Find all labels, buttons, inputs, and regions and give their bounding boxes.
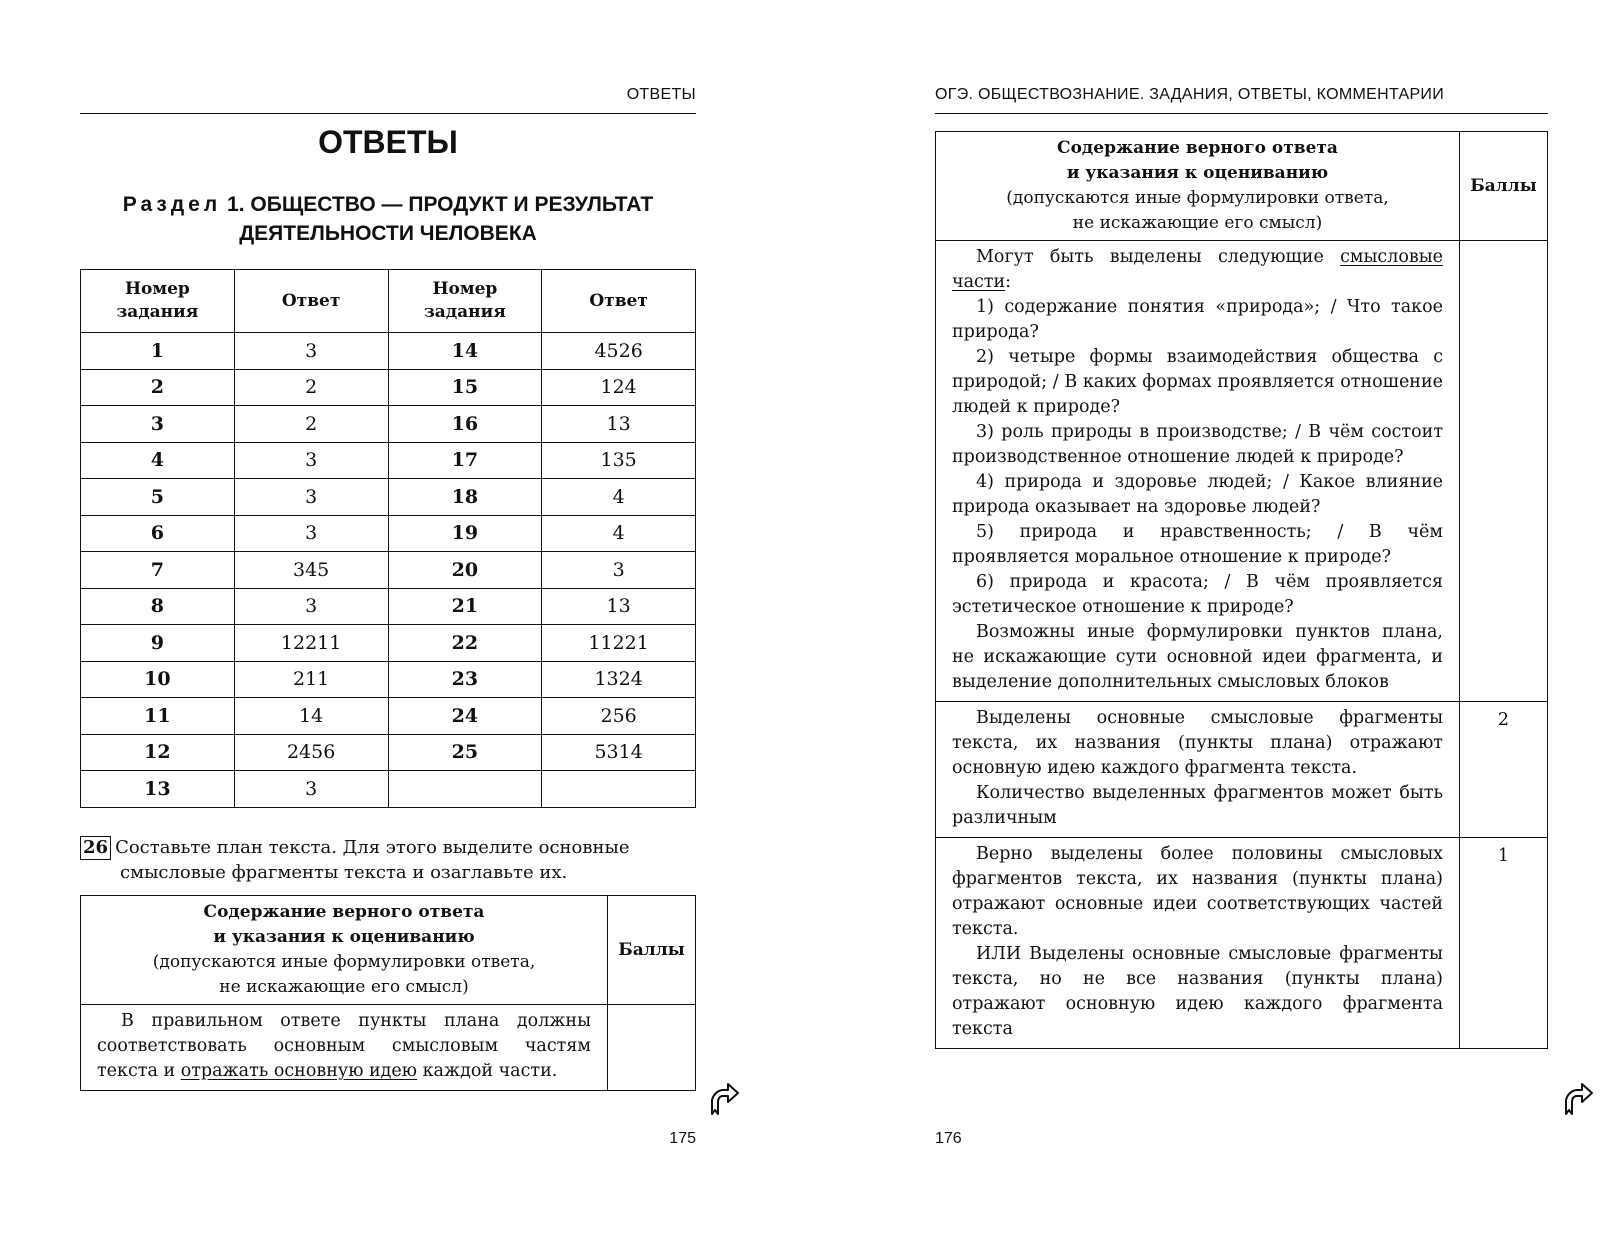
criteria-table [80,895,696,1091]
task-number-cell: 19 [388,515,542,552]
page-title: ОТВЕТЫ [318,124,458,160]
section-heading-line1 [80,190,696,219]
plan-item-6: 6) природа и красота; / В чём проявляется эстетическое отношение к природе? [952,572,1443,617]
criteria-row-content [936,241,1460,702]
plan-note: Возможны иные формулировки пунктов плана, не искажающие сути основной идеи фрагмента, и выделение дополнительных смысловых блоков [952,622,1443,692]
criteria-row-points [1460,241,1548,702]
criteria-header-title-1: Содержание верного ответа [203,902,485,922]
criteria-header-note-1: (допускаются иные формулировки ответа, [152,952,536,972]
answer-cell: 13 [542,588,696,625]
answer-cell: 11221 [542,625,696,662]
task-number-cell: 13 [81,771,235,808]
header-rule [935,113,1548,114]
criteria-paragraph: Верно выделены более половины смысловых фрагментов текста, их названия (пункты плана) отражают основные идеи соответствующих частей текста. [952,844,1443,939]
task-number-cell: 23 [388,661,542,698]
task-number-cell: 12 [81,734,235,771]
header-answer: Ответ [234,270,388,333]
page-turn-arrow-icon[interactable] [708,1080,742,1116]
criteria-header [936,132,1548,241]
criteria-row-points [608,1005,696,1091]
plan-item-3: 3) роль природы в производстве; / В чём состоит производственное отношение людей к природе? [952,422,1443,467]
criteria-row-2-points [936,702,1548,838]
criteria-row-points: 2 [1460,702,1548,838]
section-heading [80,190,696,248]
answer-cell: 4 [542,515,696,552]
table-row [81,734,696,771]
task-number-cell: 24 [388,698,542,735]
table-row [81,771,696,808]
criteria-header-title-2: и указания к оцениванию [213,927,475,947]
criteria-paragraph: Выделены основные смысловые фрагменты текста, их названия (пункты плана) отражают основную идею каждого фрагмента текста. [952,708,1443,778]
answer-cell: 3 [234,771,388,808]
plan-item-4: 4) природа и здоровье людей; / Какое влияние природа оказывает на здоровье людей? [952,472,1443,517]
running-head: ОГЭ. ОБЩЕСТВОЗНАНИЕ. ЗАДАНИЯ, ОТВЕТЫ, КОММЕНТАРИИ [935,86,1445,103]
task-number-cell: 17 [388,442,542,479]
task-number-cell: 11 [81,698,235,735]
criteria-table [935,131,1548,1049]
answer-cell [542,771,696,808]
answer-cell: 3 [234,333,388,370]
plan-item-1: 1) содержание понятия «природа»; / Что такое природа? [952,297,1443,342]
answer-cell: 3 [234,588,388,625]
answer-cell: 12211 [234,625,388,662]
header-task-number: Номер задания [81,270,235,333]
criteria-text: : [1005,272,1012,292]
task-number-cell: 9 [81,625,235,662]
table-row [81,333,696,370]
task-number-cell: 8 [81,588,235,625]
plan-item-2: 2) четыре формы взаимодействия общества с природой; / В каких формах проявляется отношение людей к природе? [952,347,1443,417]
table-row [81,588,696,625]
answer-cell: 2456 [234,734,388,771]
section-title-part1: 1. ОБЩЕСТВО — ПРОДУКТ И РЕЗУЛЬТАТ [221,193,654,216]
header-rule [80,113,696,114]
answer-cell: 13 [542,406,696,443]
answer-cell: 124 [542,369,696,406]
table-row [81,698,696,735]
answer-cell: 4 [542,479,696,516]
criteria-intro [952,245,1443,295]
criteria-row-content [81,1005,608,1091]
task-number-cell: 15 [388,369,542,406]
table-row [81,625,696,662]
criteria-row [81,1005,696,1091]
task-number-cell: 2 [81,369,235,406]
answer-cell: 3 [234,479,388,516]
plan-item-5: 5) природа и нравственность; / В чём проявляется моральное отношение к природе? [952,522,1443,567]
answers-table-header [81,270,696,333]
answer-cell: 211 [234,661,388,698]
criteria-text: Могут быть выделены следующие [976,247,1341,267]
task-number-cell: 22 [388,625,542,662]
answer-cell: 3 [234,442,388,479]
criteria-underlined-text: смысловые части [952,247,1443,292]
task-line1 [80,835,696,860]
task-text-2: смысловые фрагменты текста и озаглавьте их. [120,862,568,883]
answer-cell: 256 [542,698,696,735]
page-number: 176 [935,1130,962,1147]
section-prefix: Раздел [122,193,222,216]
answer-cell: 2 [234,406,388,443]
answer-cell: 345 [234,552,388,589]
answer-cell: 1324 [542,661,696,698]
criteria-underlined-text: отражать основную идею [180,1061,418,1081]
table-row [81,552,696,589]
criteria-paragraph: ИЛИ Выделены основные смысловые фрагменты текста, но не все названия (пункты плана) отражают основную идею каждого фрагмента текста [952,944,1443,1039]
criteria-row-1-point [936,838,1548,1049]
criteria-header-title-1: Содержание верного ответа [1057,138,1338,158]
task-number-cell: 21 [388,588,542,625]
task-number-cell: 7 [81,552,235,589]
task-number-cell: 20 [388,552,542,589]
header-answer: Ответ [542,270,696,333]
criteria-header-points: Баллы [608,896,696,1005]
criteria-header-note-2: не искажающие его смысл) [1072,213,1323,233]
answer-cell: 135 [542,442,696,479]
criteria-paragraph: Количество выделенных фрагментов может быть различным [952,783,1443,828]
criteria-text: каждой части. [417,1061,558,1081]
task-26 [80,835,696,885]
task-number-cell: 6 [81,515,235,552]
criteria-header-title-2: и указания к оцениванию [1066,163,1329,183]
task-number-cell: 16 [388,406,542,443]
task-number-cell [388,771,542,808]
criteria-row-parts [936,241,1548,702]
answer-cell: 2 [234,369,388,406]
answer-cell: 3 [542,552,696,589]
table-row [81,369,696,406]
criteria-row-content [936,838,1460,1049]
task-number-cell: 18 [388,479,542,516]
table-row [81,515,696,552]
page-turn-arrow-icon[interactable] [1562,1080,1596,1116]
criteria-row-points: 1 [1460,838,1548,1049]
answers-table [80,269,696,808]
answer-cell: 3 [234,515,388,552]
criteria-header [81,896,696,1005]
criteria-paragraph [97,1009,591,1084]
running-head: ОТВЕТЫ [626,86,696,103]
page-number: 175 [669,1130,696,1147]
answer-cell: 14 [234,698,388,735]
criteria-header-note-2: не искажающие его смысл) [219,977,469,997]
criteria-header-note-1: (допускаются иные формулировки ответа, [1006,188,1389,208]
table-row [81,406,696,443]
task-number-cell: 14 [388,333,542,370]
criteria-text: В правильном ответе пункты плана должны соответствовать основным смысловым частям текста и [97,1011,591,1081]
task-number-cell: 1 [81,333,235,370]
task-number-cell: 10 [81,661,235,698]
task-text-1: Составьте план текста. Для этого выделите основные [115,837,630,858]
answer-cell: 4526 [542,333,696,370]
task-number-cell: 4 [81,442,235,479]
criteria-row-content [936,702,1460,838]
task-number-cell: 5 [81,479,235,516]
section-heading-line2: ДЕЯТЕЛЬНОСТИ ЧЕЛОВЕКА [239,222,537,245]
table-row [81,661,696,698]
answer-cell: 5314 [542,734,696,771]
criteria-header-content [81,896,608,1005]
task-number-cell: 25 [388,734,542,771]
criteria-header-points: Баллы [1460,132,1548,241]
header-task-number: Номер задания [388,270,542,333]
criteria-header-content [936,132,1460,241]
task-number-badge: 26 [80,836,111,860]
table-row [81,479,696,516]
table-row [81,442,696,479]
task-number-cell: 3 [81,406,235,443]
